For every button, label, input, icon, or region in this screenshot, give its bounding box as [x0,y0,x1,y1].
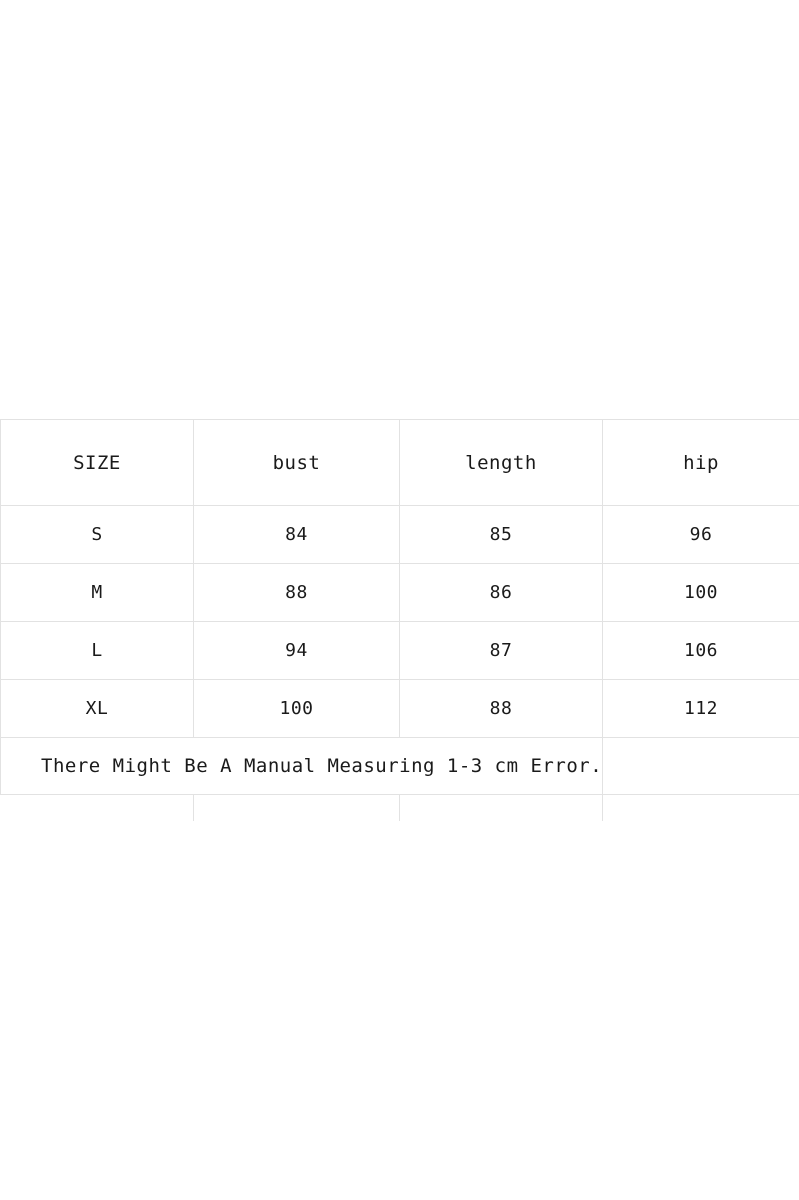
column-header-bust: bust [194,420,400,506]
measuring-error-note: There Might Be A Manual Measuring 1-3 cm Error. [1,738,603,795]
table-row [1,506,799,564]
cell-hip: 96 [603,506,799,564]
table-header-row [1,420,799,506]
size-chart [0,419,799,821]
cell-bust: 100 [194,680,400,738]
filler-cell [603,795,799,822]
filler-cell [1,795,194,822]
table-row [1,622,799,680]
cell-size: L [1,622,194,680]
cell-length: 86 [400,564,603,622]
cell-hip: 112 [603,680,799,738]
filler-cell [194,795,400,822]
cell-length: 88 [400,680,603,738]
column-header-size: SIZE [1,420,194,506]
table-filler-row [1,795,799,822]
cell-size: XL [1,680,194,738]
table-row [1,680,799,738]
table-row [1,564,799,622]
cell-bust: 94 [194,622,400,680]
column-header-hip: hip [603,420,799,506]
size-table [0,419,799,821]
cell-length: 85 [400,506,603,564]
cell-bust: 88 [194,564,400,622]
filler-cell [400,795,603,822]
cell-bust: 84 [194,506,400,564]
column-header-length: length [400,420,603,506]
cell-length: 87 [400,622,603,680]
cell-hip: 100 [603,564,799,622]
cell-size: M [1,564,194,622]
cell-hip: 106 [603,622,799,680]
table-note-row [1,738,799,795]
note-empty-cell [603,738,799,795]
cell-size: S [1,506,194,564]
